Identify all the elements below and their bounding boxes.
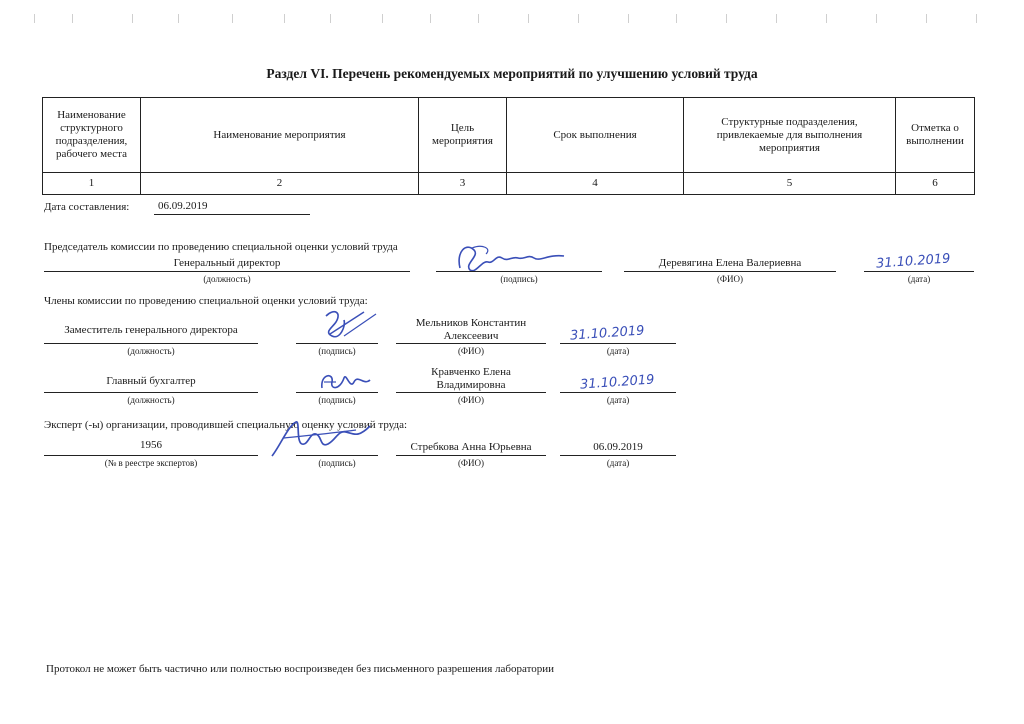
measures-table [42, 97, 975, 195]
caption-position: (должность) [203, 274, 251, 284]
section-title: Раздел VI. Перечень рекомендуемых мероприятий по улучшению условий труда [266, 66, 758, 81]
caption-signature: (подпись) [318, 395, 356, 405]
expert-fio-line [396, 455, 546, 456]
caption-registry: (№ в реестре экспертов) [104, 458, 198, 468]
column-number: 2 [141, 173, 419, 195]
expert-number-line [44, 455, 258, 456]
chairman-position: Генеральный директор [173, 257, 281, 269]
column-number: 5 [684, 173, 896, 195]
member1-fio-line [396, 343, 546, 344]
caption-date: (дата) [606, 395, 630, 405]
header-cell: Структурные подразделения, привлекаемые для выполнения мероприятия [684, 98, 896, 173]
chairman-fio-line [624, 271, 836, 272]
member2-position-line [44, 392, 258, 393]
member1-position: Заместитель генерального директора [64, 324, 238, 336]
member1-date: 31.10.2019 [569, 323, 645, 344]
caption-position: (должность) [127, 395, 175, 405]
footer-note: Протокол не может быть частично или полностью воспроизведен без письменного разрешения лаборатории [46, 663, 555, 675]
expert-fio: Стребкова Анна Юрьевна [410, 441, 532, 453]
member1-signature [316, 306, 380, 346]
caption-signature: (подпись) [318, 458, 356, 468]
member2-date-line [560, 392, 676, 393]
date-underline [154, 214, 310, 215]
caption-date: (дата) [606, 346, 630, 356]
caption-fio: (ФИО) [457, 395, 485, 405]
column-number: 4 [507, 173, 684, 195]
chairman-signature-line [436, 271, 602, 272]
header-cell: Наименование структурного подразделения, рабочего места [43, 98, 141, 173]
date-value: 06.09.2019 [158, 200, 208, 212]
chairman-date: 31.10.2019 [875, 251, 951, 272]
caption-signature: (подпись) [500, 274, 538, 284]
member2-fio: Кравченко Елена Владимировна [431, 366, 511, 391]
member2-fio-line [396, 392, 546, 393]
expert-signature-line [296, 455, 378, 456]
chairman-heading: Председатель комиссии по проведению специальной оценки условий труда [44, 241, 398, 253]
table-header-row [43, 98, 975, 173]
caption-signature: (подпись) [318, 346, 356, 356]
chairman-position-line [44, 271, 410, 272]
caption-date: (дата) [907, 274, 931, 284]
member1-position-line [44, 343, 258, 344]
expert-date-line [560, 455, 676, 456]
member2-position: Главный бухгалтер [106, 375, 196, 387]
date-label: Дата составления: [44, 201, 130, 213]
caption-fio: (ФИО) [716, 274, 744, 284]
table-row [43, 173, 975, 195]
header-cell: Отметка о выполнении [896, 98, 975, 173]
column-number: 3 [419, 173, 507, 195]
caption-date: (дата) [606, 458, 630, 468]
member2-signature-line [296, 392, 378, 393]
column-number: 1 [43, 173, 141, 195]
expert-registry-number: 1956 [140, 439, 162, 451]
members-heading: Члены комиссии по проведению специальной оценки условий труда: [44, 295, 368, 307]
caption-position: (должность) [127, 346, 175, 356]
expert-date: 06.09.2019 [593, 441, 643, 453]
member2-date: 31.10.2019 [579, 372, 655, 393]
header-cell: Цель мероприятия [419, 98, 507, 173]
chairman-date-line [864, 271, 974, 272]
member1-fio: Мельников Константин Алексеевич [415, 317, 527, 342]
column-number: 6 [896, 173, 975, 195]
chairman-fio: Деревягина Елена Валериевна [658, 257, 802, 269]
expert-heading: Эксперт (-ы) организации, проводившей специальную оценку условий труда: [44, 419, 408, 431]
member1-signature-line [296, 343, 378, 344]
caption-fio: (ФИО) [457, 346, 485, 356]
header-cell: Срок выполнения [507, 98, 684, 173]
member1-date-line [560, 343, 676, 344]
caption-fio: (ФИО) [457, 458, 485, 468]
header-cell: Наименование мероприятия [141, 98, 419, 173]
